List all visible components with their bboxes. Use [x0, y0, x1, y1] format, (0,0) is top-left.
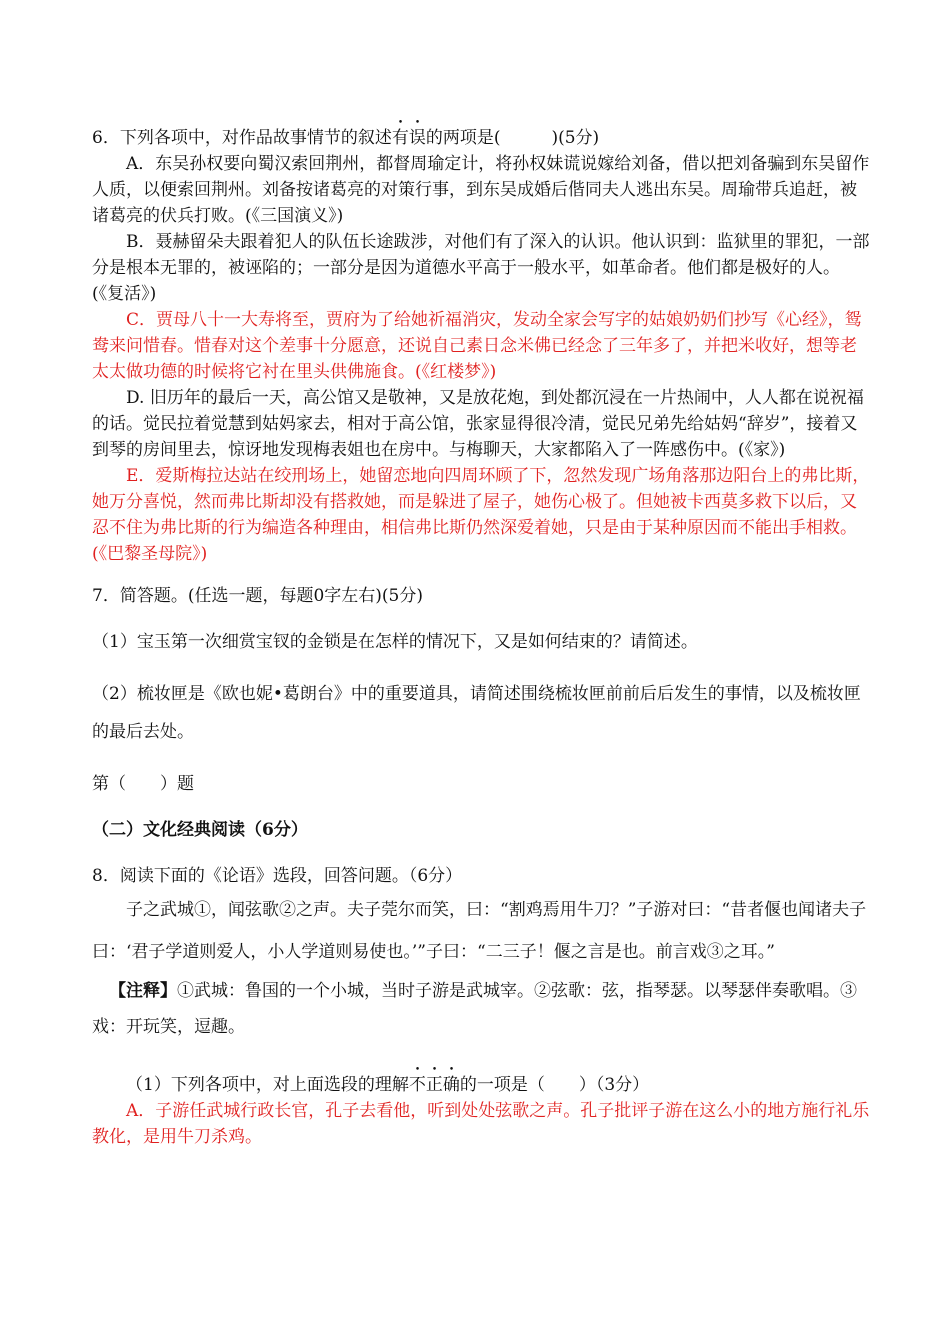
- annotation: [92, 973, 872, 1045]
- q6-option-c: C．贾母八十一大寿将至，贾府为了给她祈福消灾，发动全家会写字的姑娘奶奶们抄写《心经》，鸳鸯来问惜春。惜春对这个差事十分愿意，还说自己素日念米佛已经念了三年多了，并把米收好，想等老太太做功德的时候将它衬在里头供佛施食。(《红楼梦》): [92, 310, 862, 382]
- question-7-stem: 7．简答题。(任选一题，每题0字左右)(5分): [92, 586, 423, 606]
- q6-option-a: A．东吴孙权要向蜀汉索回荆州，都督周瑜定计，将孙权妹谎说嫁给刘备，借以把刘备骗到东吴留作人质，以便索回荆州。刘备按诸葛亮的对策行事，到东吴成婚后偕同夫人逃出东吴。周瑜带兵追赶，被诸葛亮的伏兵打败。(《三国演义》): [92, 154, 870, 226]
- q8-sub1-option-a: A．子游任武城行政长官，孔子去看他，听到处处弦歌之声。孔子批评子游在这么小的地方施行礼乐教化，是用牛刀杀鸡。: [92, 1101, 870, 1147]
- section-heading: （二）文化经典阅读（6分）: [92, 820, 308, 840]
- q7-subquestion-1: （1）宝玉第一次细赏宝钗的金锁是在怎样的情况下，又是如何结束的？请简述。: [92, 632, 698, 652]
- question-8-stem: 8．阅读下面的《论语》选段，回答问题。（6分）: [92, 866, 463, 886]
- question-6-stem: 6．下列各项中，对作品故事情节的叙述有误的两项是( )(5分): [92, 128, 600, 148]
- annotation-text: ①武城：鲁国的一个小城，当时子游是武城宰。②弦歌：弦，指琴瑟。以琴瑟伴奏歌唱。③ 戏：开玩笑，逗趣。: [92, 981, 857, 1037]
- annotation-label: 【注释】: [109, 981, 177, 1001]
- q8-subquestion-1: （1）下列各项中，对上面选段的理解不正确的一项是（ ）（3分）: [126, 1075, 650, 1095]
- emphasis-mark: 有误: [391, 128, 426, 148]
- q7-subquestion-2: （2）梳妆匣是《欧也妮•葛朗台》中的重要道具，请简述围绕梳妆匣前前后后发生的事情，以及梳妆匣的最后去处。: [92, 684, 861, 742]
- exam-page: [92, 118, 872, 1150]
- emphasis-mark: 不正确: [408, 1075, 460, 1095]
- q6-option-d: D. 旧历年的最后一天，高公馆又是敬神，又是放花炮，到处都沉浸在一片热闹中，人人都在说祝福的话。觉民拉着觉慧到姑妈家去，相对于高公馆，张家显得很冷清，觉民兄弟先给姑妈“辞岁”，接着又到琴的房间里去，惊讶地发现梅表姐也在房中。与梅聊天，大家都陷入了一阵感伤中。(《家》): [92, 388, 864, 460]
- lunyu-passage: 子之武城①，闻弦歌②之声。夫子莞尔而笑，曰：“割鸡焉用牛刀？”子游对曰：“昔者偃也闻诸夫子曰：‘君子学道则爱人，小人学道则易使也。’”子曰：“二三子！偃之言是也。前言戏③之耳。”: [92, 900, 867, 962]
- q6-option-b: B．聂赫留朵夫跟着犯人的队伍长途跋涉，对他们有了深入的认识。他认识到：监狱里的罪犯，一部分是根本无罪的，被诬陷的；一部分是因为道德水平高于一般水平，如革命者。他们都是极好的人。(《复活》): [92, 232, 870, 304]
- q7-choice-line: 第（ ）题: [92, 774, 194, 794]
- q6-option-e: E．爱斯梅拉达站在绞刑场上，她留恋地向四周环顾了下，忽然发现广场角落那边阳台上的弗比斯，她万分喜悦，然而弗比斯却没有搭救她，而是躲进了屋子，她伤心极了。但她被卡西莫多救下以后，又忍不住为弗比斯的行为编造各种理由，相信弗比斯仍然深爱着她，只是由于某种原因而不能出手相救。(《巴黎圣母院》): [92, 466, 870, 564]
